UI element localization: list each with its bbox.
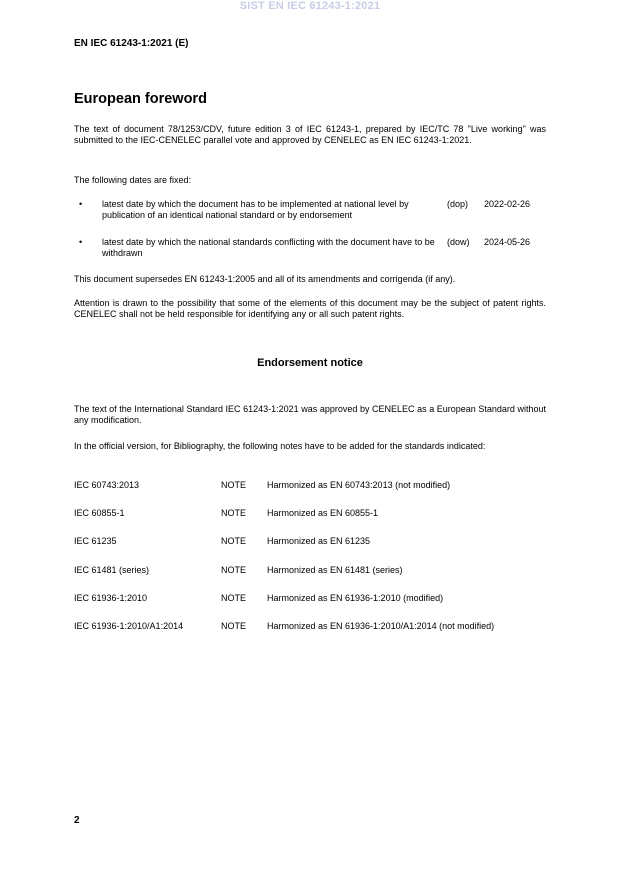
date-item-date: 2022-02-26 xyxy=(484,199,531,209)
supersedes-paragraph: This document supersedes EN 61243-1:2005 and all of its amendments and corrigenda (if any). xyxy=(74,274,456,284)
note-harmonized-text: Harmonized as EN 61235 xyxy=(267,536,371,546)
note-standard: IEC 61481 (series) xyxy=(74,565,150,575)
note-harmonized-text: Harmonized as EN 61481 (series) xyxy=(267,565,403,575)
note-row xyxy=(74,536,546,548)
note-row xyxy=(74,480,546,492)
watermark-text: SIST EN IEC 61243-1:2021 xyxy=(239,0,381,12)
date-item-dow xyxy=(74,237,546,261)
note-harmonized-text: Harmonized as EN 61936-1:2010 (modified) xyxy=(267,593,444,603)
note-standard: IEC 60743:2013 xyxy=(74,480,140,490)
date-item-code: (dow) xyxy=(447,237,470,247)
note-label: NOTE xyxy=(221,480,247,490)
endorsement-intro-paragraph: The text of the International Standard IEC 61243-1:2021 was approved by CENELEC as a European Standard without any modification. xyxy=(74,404,546,425)
date-item-dop xyxy=(74,199,546,223)
date-item-code: (dop) xyxy=(447,199,469,209)
date-item-text: latest date by which the document has to be implemented at national level by publication of an identical national standard or by endorsement xyxy=(102,199,409,220)
note-row xyxy=(74,508,546,520)
note-standard: IEC 60855-1 xyxy=(74,508,125,518)
endorsement-notice-title: Endorsement notice xyxy=(257,357,363,369)
note-harmonized-text: Harmonized as EN 60855-1 xyxy=(267,508,379,518)
foreword-intro-paragraph: The text of document 78/1253/CDV, future edition 3 of IEC 61243-1, prepared by IEC/TC 78 "Live working" was submitted to the IEC-CENELEC parallel vote and approved by CENELEC as EN IEC 61243-1:2021. xyxy=(74,124,546,145)
patent-attention-paragraph: Attention is drawn to the possibility that some of the elements of this document may be the subject of patent rights. CENELEC shall not be held responsible for identifying any or all such patent rights. xyxy=(74,298,546,319)
foreword-title: European foreword xyxy=(74,91,207,107)
date-item-date: 2024-05-26 xyxy=(484,237,531,247)
note-label: NOTE xyxy=(221,565,247,575)
dates-intro-paragraph: The following dates are fixed: xyxy=(74,175,192,185)
note-row xyxy=(74,593,546,605)
note-harmonized-text: Harmonized as EN 60743:2013 (not modified) xyxy=(267,480,451,490)
note-harmonized-text: Harmonized as EN 61936-1:2010/A1:2014 (not modified) xyxy=(267,621,495,631)
note-row xyxy=(74,565,546,577)
note-standard: IEC 61936-1:2010 xyxy=(74,593,148,603)
note-label: NOTE xyxy=(221,621,247,631)
note-label: NOTE xyxy=(221,593,247,603)
date-item-text: latest date by which the national standards conflicting with the document have to be withdrawn xyxy=(102,237,435,258)
bullet-icon: • xyxy=(79,199,83,209)
note-standard: IEC 61936-1:2010/A1:2014 xyxy=(74,621,184,631)
document-id-header: EN IEC 61243-1:2021 (E) xyxy=(74,38,189,49)
page-number: 2 xyxy=(74,815,80,826)
note-standard: IEC 61235 xyxy=(74,536,117,546)
note-label: NOTE xyxy=(221,536,247,546)
note-row xyxy=(74,621,546,633)
note-label: NOTE xyxy=(221,508,247,518)
bullet-icon: • xyxy=(79,237,83,247)
bibliography-intro-paragraph: In the official version, for Bibliography, the following notes have to be added for the standards indicated: xyxy=(74,441,486,451)
